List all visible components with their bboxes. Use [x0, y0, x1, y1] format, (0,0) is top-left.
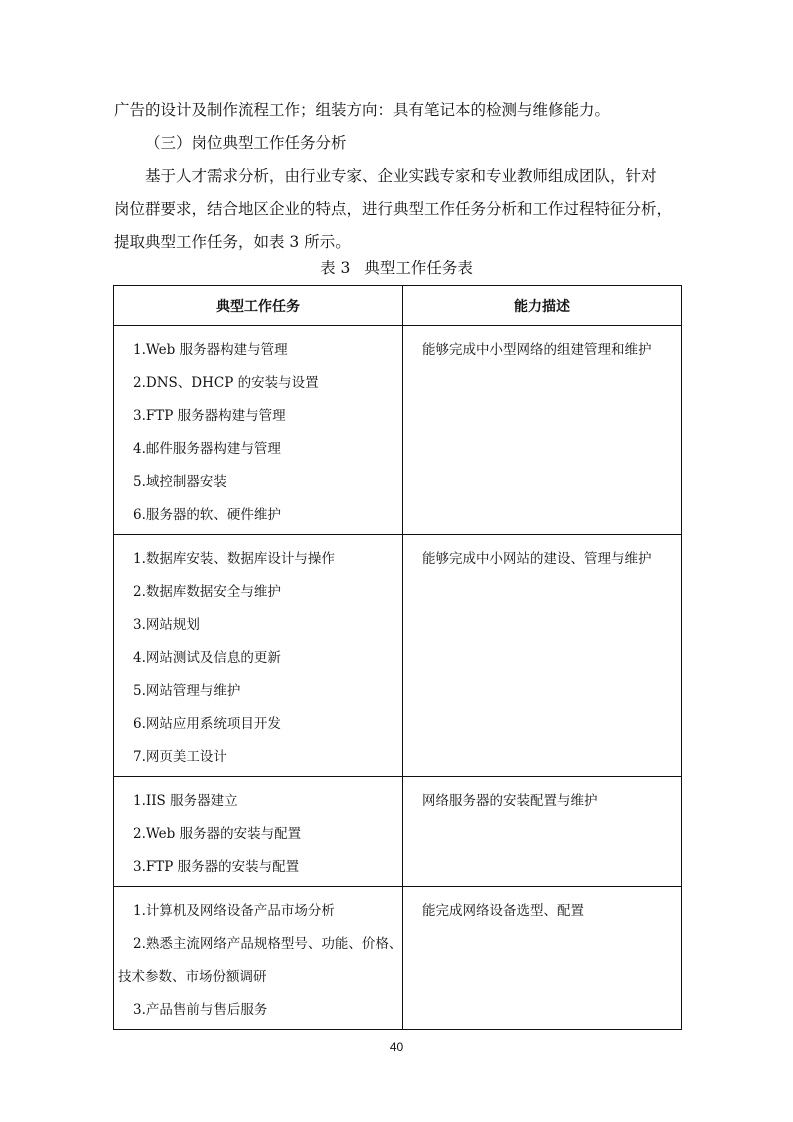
page-number: 40	[389, 1040, 404, 1054]
task-item: 1.IIS 服务器建立	[133, 793, 238, 809]
task-cell	[114, 326, 403, 535]
task-item: 6.网站应用系统项目开发	[133, 716, 281, 732]
section-heading: （三）岗位典型工作任务分析	[145, 134, 347, 152]
task-item: 2.DNS、DHCP 的安装与设置	[133, 375, 319, 391]
ability-cell	[403, 326, 682, 535]
body-text-line: 岗位群要求，结合地区企业的特点，进行典型工作任务分析和工作过程特征分析，	[114, 200, 673, 218]
ability-cell	[403, 887, 682, 1030]
task-item: 4.邮件服务器构建与管理	[133, 441, 281, 457]
body-text-line: 广告的设计及制作流程工作；组装方向：具有笔记本的检测与维修能力。	[114, 101, 611, 119]
header-typical-tasks: 典型工作任务	[114, 286, 403, 326]
task-item: 6.服务器的软、硬件维护	[133, 507, 281, 523]
task-item: 5.域控制器安装	[133, 474, 227, 490]
table-row	[114, 535, 682, 777]
ability-description: 能完成网络设备选型、配置	[422, 903, 584, 919]
ability-description: 能够完成中小型网络的组建管理和维护	[422, 342, 652, 358]
typical-task-table	[113, 285, 682, 1030]
table-caption-number: 表 3	[320, 259, 351, 277]
task-cell	[114, 887, 403, 1030]
task-item: 3.FTP 服务器的安装与配置	[133, 859, 300, 875]
task-item: 1.计算机及网络设备产品市场分析	[133, 903, 335, 919]
task-item: 3.产品售前与售后服务	[133, 1002, 268, 1018]
ability-cell	[403, 777, 682, 887]
task-item: 2.数据库数据安全与维护	[133, 584, 281, 600]
task-cell	[114, 535, 403, 777]
task-item: 1.数据库安装、数据库设计与操作	[133, 551, 335, 567]
task-item: 3.网站规划	[133, 617, 200, 633]
table-row	[114, 887, 682, 1030]
header-ability-description: 能力描述	[403, 286, 682, 326]
table-header-row	[114, 286, 682, 326]
ability-description: 网络服务器的安装配置与维护	[422, 793, 598, 809]
ability-cell	[403, 535, 682, 777]
table-row	[114, 326, 682, 535]
task-item: 7.网页美工设计	[133, 749, 227, 765]
task-item: 3.FTP 服务器构建与管理	[133, 408, 286, 424]
table-caption	[0, 258, 793, 278]
task-item: 2.Web 服务器的安装与配置	[133, 826, 302, 842]
body-text-line: 提取典型工作任务，如表 3 所示。	[114, 233, 351, 251]
ability-description: 能够完成中小网站的建设、管理与维护	[422, 551, 652, 567]
table-caption-title: 典型工作任务表	[364, 259, 473, 277]
task-cell	[114, 777, 403, 887]
table-row	[114, 777, 682, 887]
task-item: 2.熟悉主流网络产品规格型号、功能、价格、	[133, 936, 403, 952]
task-item: 1.Web 服务器构建与管理	[133, 342, 288, 358]
body-text-line: 基于人才需求分析，由行业专家、企业实践专家和专业教师组成团队，针对	[145, 167, 657, 185]
task-item-continuation: 技术参数、市场份额调研	[118, 969, 267, 985]
task-item: 4.网站测试及信息的更新	[133, 650, 281, 666]
task-item: 5.网站管理与维护	[133, 683, 241, 699]
